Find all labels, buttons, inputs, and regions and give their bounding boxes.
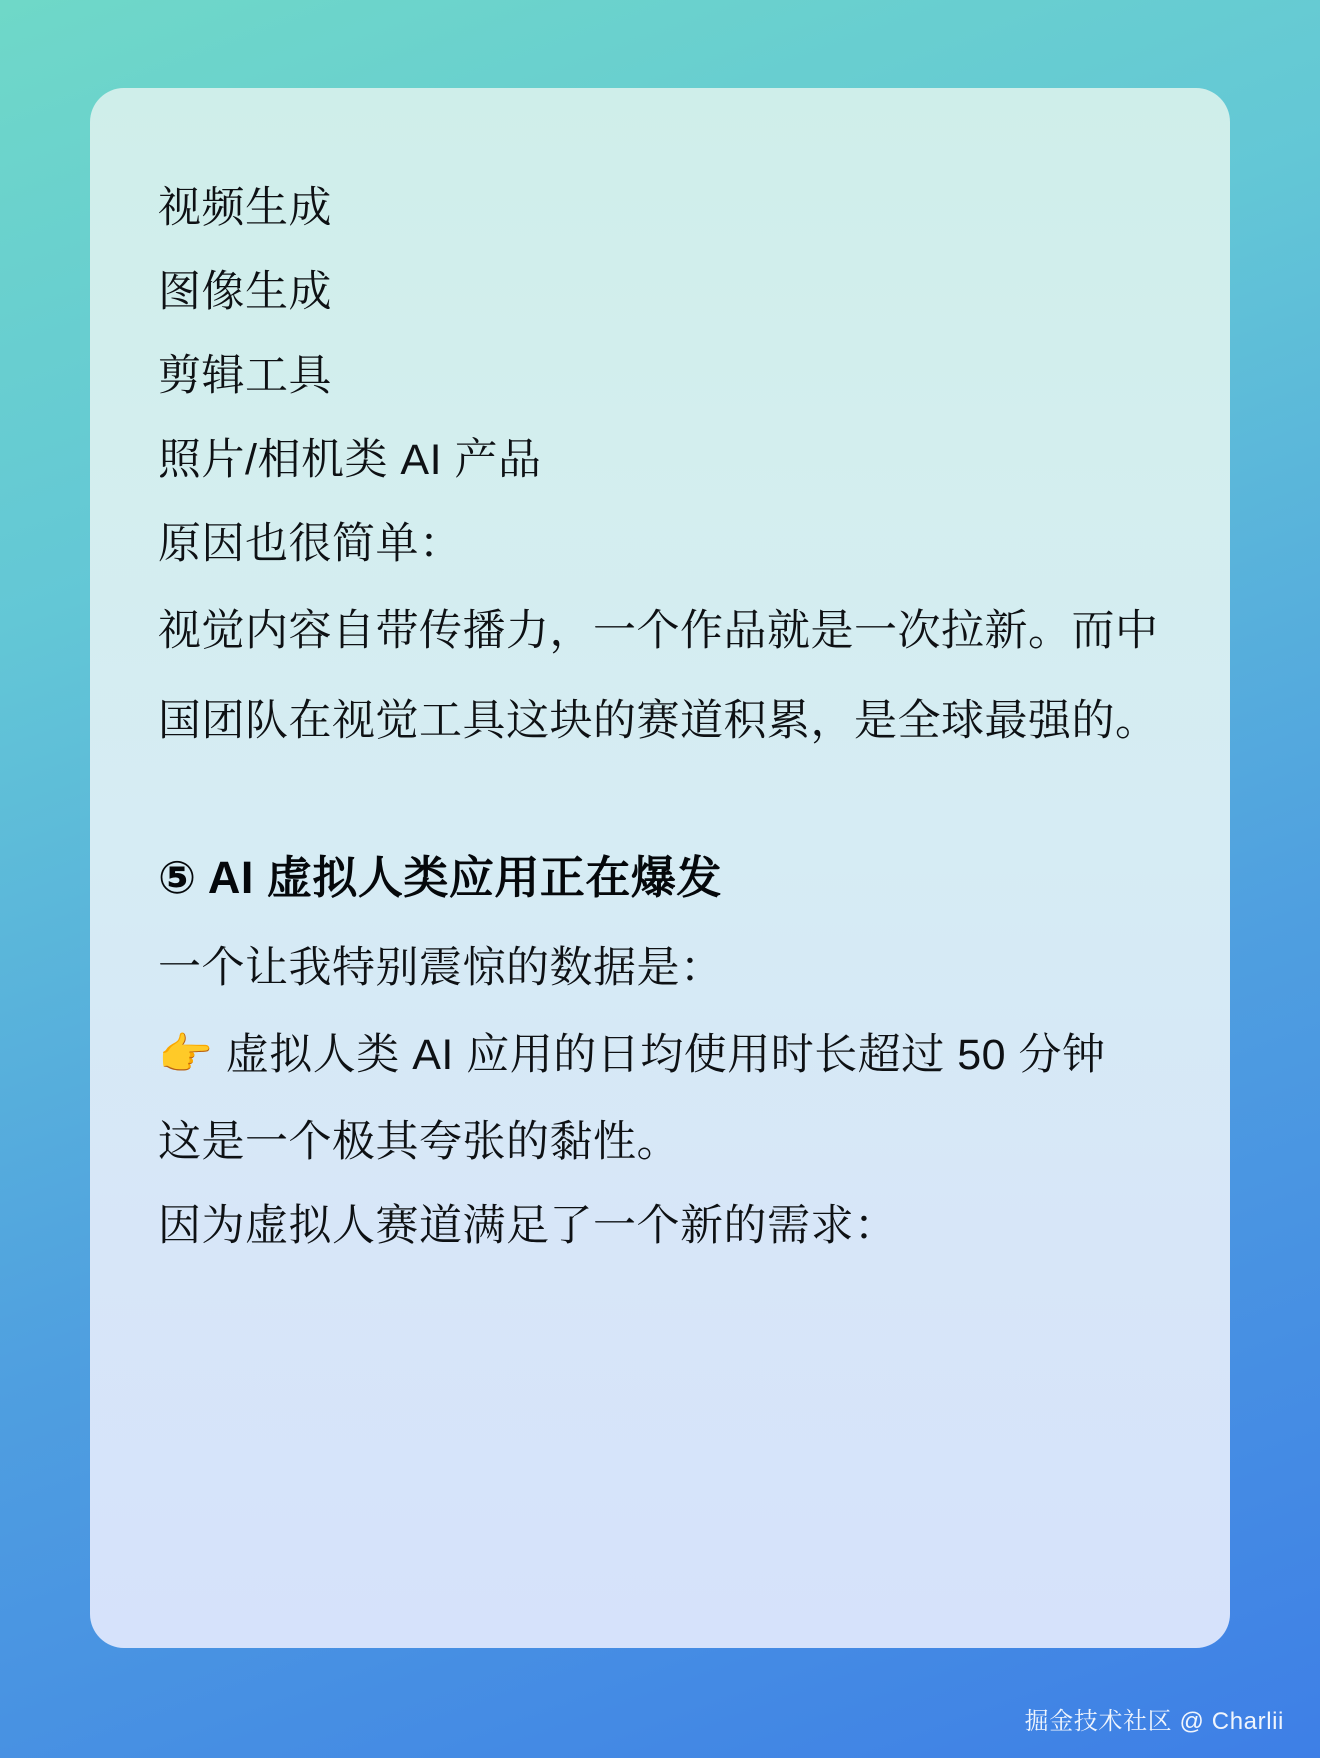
- closing-line: 这是一个极其夸张的黏性。: [158, 1118, 680, 1166]
- list-item: 图像生成: [158, 268, 332, 316]
- watermark: 掘金技术社区 @ Charlii: [1024, 1708, 1284, 1735]
- content-card: [90, 88, 1230, 1648]
- list-item: 照片/相机类 AI 产品: [158, 436, 542, 484]
- list-item: 剪辑工具: [158, 352, 332, 400]
- pointing-hand-icon: 👉: [158, 1030, 214, 1079]
- section-heading: ⑤ AI 虚拟人类应用正在爆发: [158, 852, 722, 903]
- reason-paragraph: 视觉内容自带传播力，一个作品就是一次拉新。而中国团队在视觉工具这块的赛道积累，是全球最强的。: [158, 607, 1159, 745]
- list-item: 原因也很简单：: [158, 520, 463, 568]
- highlight-row: [158, 1010, 1162, 1100]
- highlight-text: 虚拟人类 AI 应用的日均使用时长超过 50 分钟: [225, 1031, 1106, 1079]
- closing-line: 因为虚拟人赛道满足了一个新的需求：: [158, 1202, 898, 1250]
- lead-line: 一个让我特别震惊的数据是：: [158, 944, 724, 992]
- list-item: 视频生成: [158, 184, 332, 232]
